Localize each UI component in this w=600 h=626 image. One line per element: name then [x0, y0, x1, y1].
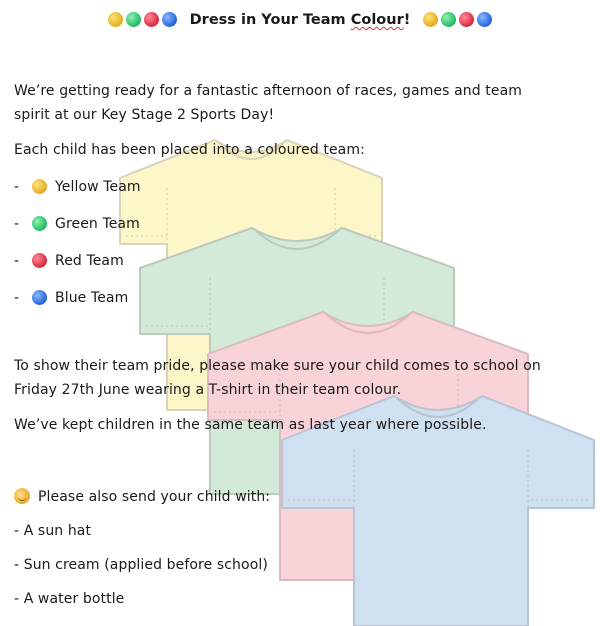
teams-intro: Each child has been placed into a coloured team: — [14, 142, 365, 158]
red-circle-icon — [144, 12, 159, 27]
send-with-label: Please also send your child with: — [38, 489, 271, 505]
list-dash: - — [14, 216, 20, 232]
title-text-before: Dress in Your Team — [189, 12, 351, 28]
team-label: Blue Team — [55, 290, 129, 306]
team-label: Yellow Team — [55, 179, 141, 195]
list-item-water-bottle: - A water bottle — [14, 591, 125, 607]
list-dash: - — [14, 253, 20, 269]
same-team-note: We’ve kept children in the same team as last year where possible. — [14, 417, 487, 433]
pride-line-1: To show their team pride, please make sure your child comes to school on — [14, 358, 541, 374]
list-item-sun-cream: - Sun cream (applied before school) — [14, 557, 268, 573]
list-item-sun-hat: - A sun hat — [14, 523, 92, 539]
team-item-blue — [14, 289, 128, 307]
red-circle-icon — [32, 253, 47, 268]
team-label: Red Team — [55, 253, 124, 269]
green-circle-icon — [441, 12, 456, 27]
yellow-circle-icon — [32, 179, 47, 194]
title-dots-right — [421, 12, 493, 28]
team-label: Green Team — [55, 216, 140, 232]
sun-face-icon — [14, 488, 30, 504]
title-text-underlined: Colour — [350, 12, 404, 28]
intro-line-1: We’re getting ready for a fantastic afternoon of races, games and team — [14, 83, 522, 99]
yellow-circle-icon — [108, 12, 123, 27]
intro-line-2: spirit at our Key Stage 2 Sports Day! — [14, 107, 275, 123]
blue-circle-icon — [32, 290, 47, 305]
red-circle-icon — [459, 12, 474, 27]
team-item-green — [14, 215, 140, 233]
title-dots-left — [107, 12, 184, 28]
blue-circle-icon — [477, 12, 492, 27]
list-dash: - — [14, 290, 20, 306]
send-with-heading — [14, 488, 270, 506]
title-text-after: ! — [403, 12, 411, 28]
pride-line-2: Friday 27th June wearing a T-shirt in their team colour. — [14, 382, 402, 398]
blue-circle-icon — [162, 12, 177, 27]
team-item-red — [14, 252, 124, 270]
green-circle-icon — [126, 12, 141, 27]
team-item-yellow — [14, 178, 141, 196]
page-title — [0, 12, 600, 28]
green-circle-icon — [32, 216, 47, 231]
title-text — [190, 12, 411, 28]
yellow-circle-icon — [423, 12, 438, 27]
list-dash: - — [14, 179, 20, 195]
